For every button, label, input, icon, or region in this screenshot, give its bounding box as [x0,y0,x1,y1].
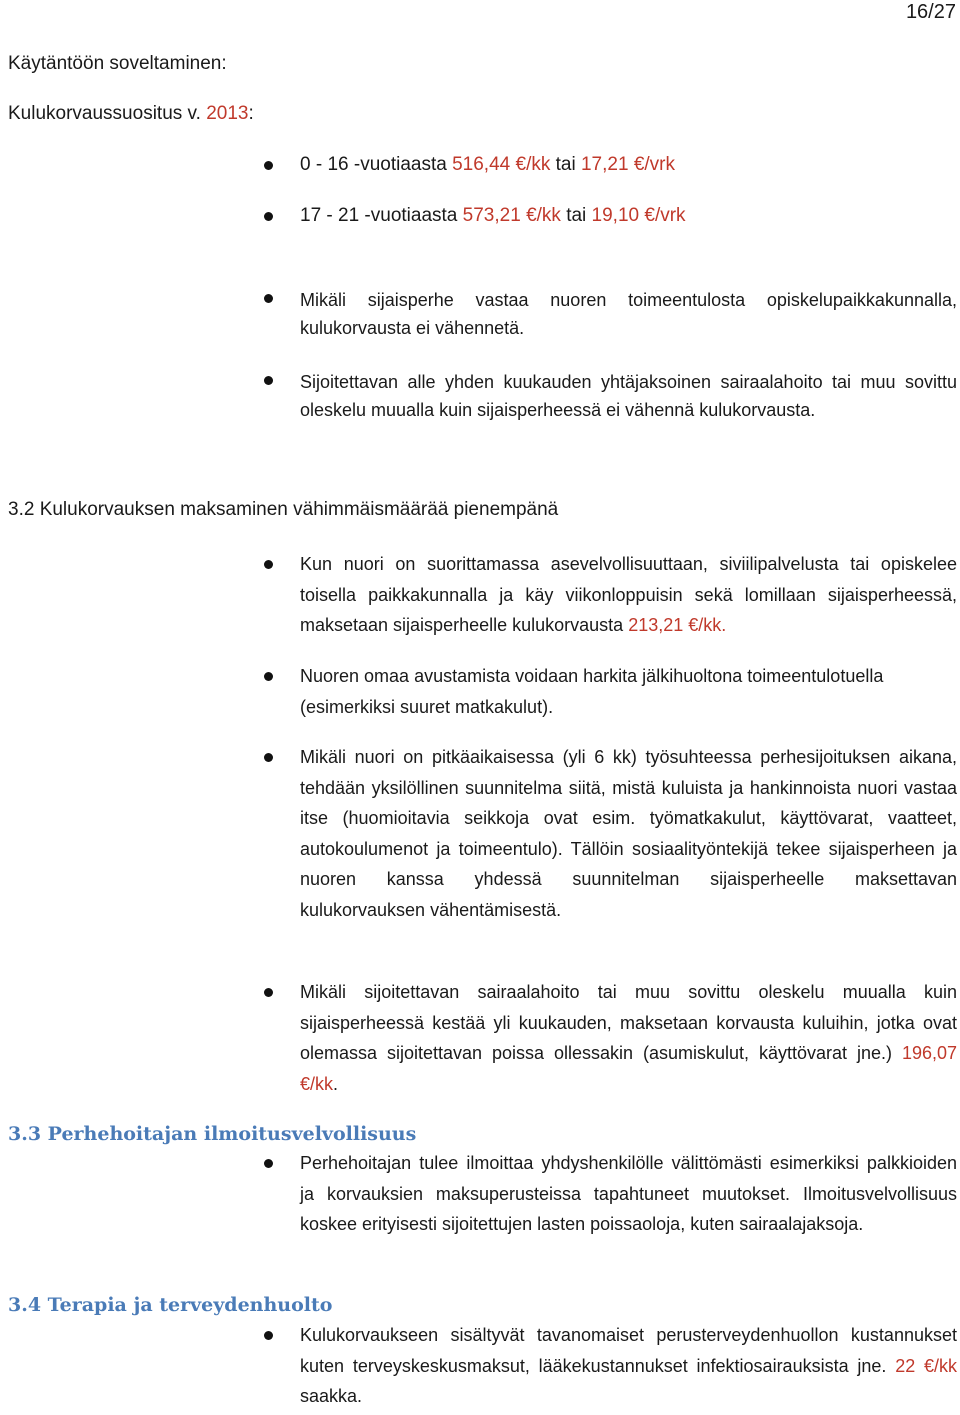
bullet-icon [264,212,273,221]
section-3-2-item-4 [300,977,957,1099]
rate-monthly: 516,44 [452,154,516,175]
amount: 196,07 [901,1043,957,1064]
item-text: Kun nuori on suorittamassa asevelvollisuuttaan, siviilipalvelusta tai opiskelee toisella paikkakunnalla ja käy viikonloppuisin sekä lomillaan sijaisperheessä, maksetaan sijaisperheelle kulukorvausta [300,554,957,636]
rate-or: tai [550,154,581,175]
item-end: . [333,1073,339,1094]
section-3-2-item-1 [300,549,957,641]
intro-heading: Käytäntöön soveltaminen: [8,53,227,74]
rate-daily: 19,10 [591,205,645,226]
amount-unit: €/kk [688,615,722,636]
item-text: Kulukorvaukseen sisältyvät tavanomaiset perusterveydenhuollon kustannukset kuten terveyskeskusmaksut, lääkekustannukset infektiosairauksista jne. [300,1325,957,1376]
recommendation-colon: : [248,103,254,124]
note-2: Sijoitettavan alle yhden kuukauden yhtäjaksoinen sairaalahoito tai muu sovittu oleskelu muualla kuin sijaisperheessä ei vähennä kulukorvausta. [300,372,957,420]
bullet-icon [264,988,273,997]
item-text: Mikäli sijoitettavan sairaalahoito tai muu sovittu oleskelu muualla kuin sijaisperheessä kestää yli kuukauden, maksetaan korvausta kuluihin, jotka ovat olemassa sijoitettavan poissa ollessakin (asumiskulut, käyttövarat jne.) [300,982,957,1064]
recommendation-label: Kulukorvaussuositus v. [8,103,207,124]
rate-daily-unit: €/vrk [633,154,675,175]
bullet-icon [264,161,273,170]
bullet-icon [264,560,273,569]
recommendation-year: 2013 [206,103,249,124]
amount: 213,21 [628,615,689,636]
amount-unit: €/kk [300,1073,334,1094]
rate-daily: 17,21 [580,154,634,175]
section-3-3-title: 3.3 Perhehoitajan ilmoitusvelvollisuus [8,1123,417,1145]
rate-age: 17 - 21 -vuotiaasta [300,205,463,226]
rate-or: tai [560,205,592,226]
rate-line-2 [300,204,686,228]
bullet-icon [264,753,273,762]
rate-daily-unit: €/vrk [644,205,686,226]
rate-monthly: 573,21 [462,205,527,226]
recommendation-line [8,102,254,126]
section-3-4-title: 3.4 Terapia ja terveydenhuolto [8,1294,333,1316]
section-3-4-item [300,1320,957,1412]
section-3-2-title: 3.2 Kulukorvauksen maksaminen vähimmäismäärää pienempänä [8,499,559,520]
bullet-icon [264,672,273,681]
page-number: 16/27 [905,1,956,23]
rate-age: 0 - 16 -vuotiaasta [300,154,453,175]
rate-monthly-unit: €/kk [526,205,561,226]
bullet-icon [264,376,273,385]
bullet-icon [264,294,273,303]
bullet-icon [264,1331,273,1340]
section-3-2-item-3: Mikäli nuori on pitkäaikaisessa (yli 6 kk) työsuhteessa perhesijoituksen aikana, tehdään yksilöllinen suunnitelma siitä, mistä kuluista ja hankinnoista nuori vastaa itse (huomioitavia seikkoja ovat esim. työmatkakulut, käyttövarat, vaatteet, autokoulumenot ja toimeentulo). Tällöin sosiaalityöntekijä tekee sijaisperheen ja nuoren kanssa yhdessä suunnitelman sijaisperheelle maksettavan kulukorvauksen vähentämisestä. [300,747,957,920]
section-3-3-item: Perhehoitajan tulee ilmoittaa yhdyshenkilölle välittömästi esimerkiksi palkkioiden ja korvauksien maksuperusteissa tapahtuneet muutokset. Ilmoitusvelvollisuus koskee erityisesti sijoitettujen lasten poissaoloja, kuten sairaalajaksoja. [300,1153,957,1235]
note-1: Mikäli sijaisperhe vastaa nuoren toimeentulosta opiskelupaikkakunnalla, kulukorvausta ei vähennetä. [300,290,957,338]
rate-monthly-unit: €/kk [515,154,551,175]
item-end: . [721,615,727,636]
bullet-icon [264,1159,273,1168]
rate-line-1 [300,153,675,177]
section-3-2-item-2: Nuoren omaa avustamista voidaan harkita jälkihuoltona toimeentulotuella (esimerkiksi suuret matkakulut). [300,666,884,717]
item-end: saakka. [300,1386,363,1407]
amount: 22 [895,1355,924,1376]
amount-unit: €/kk [924,1355,958,1376]
